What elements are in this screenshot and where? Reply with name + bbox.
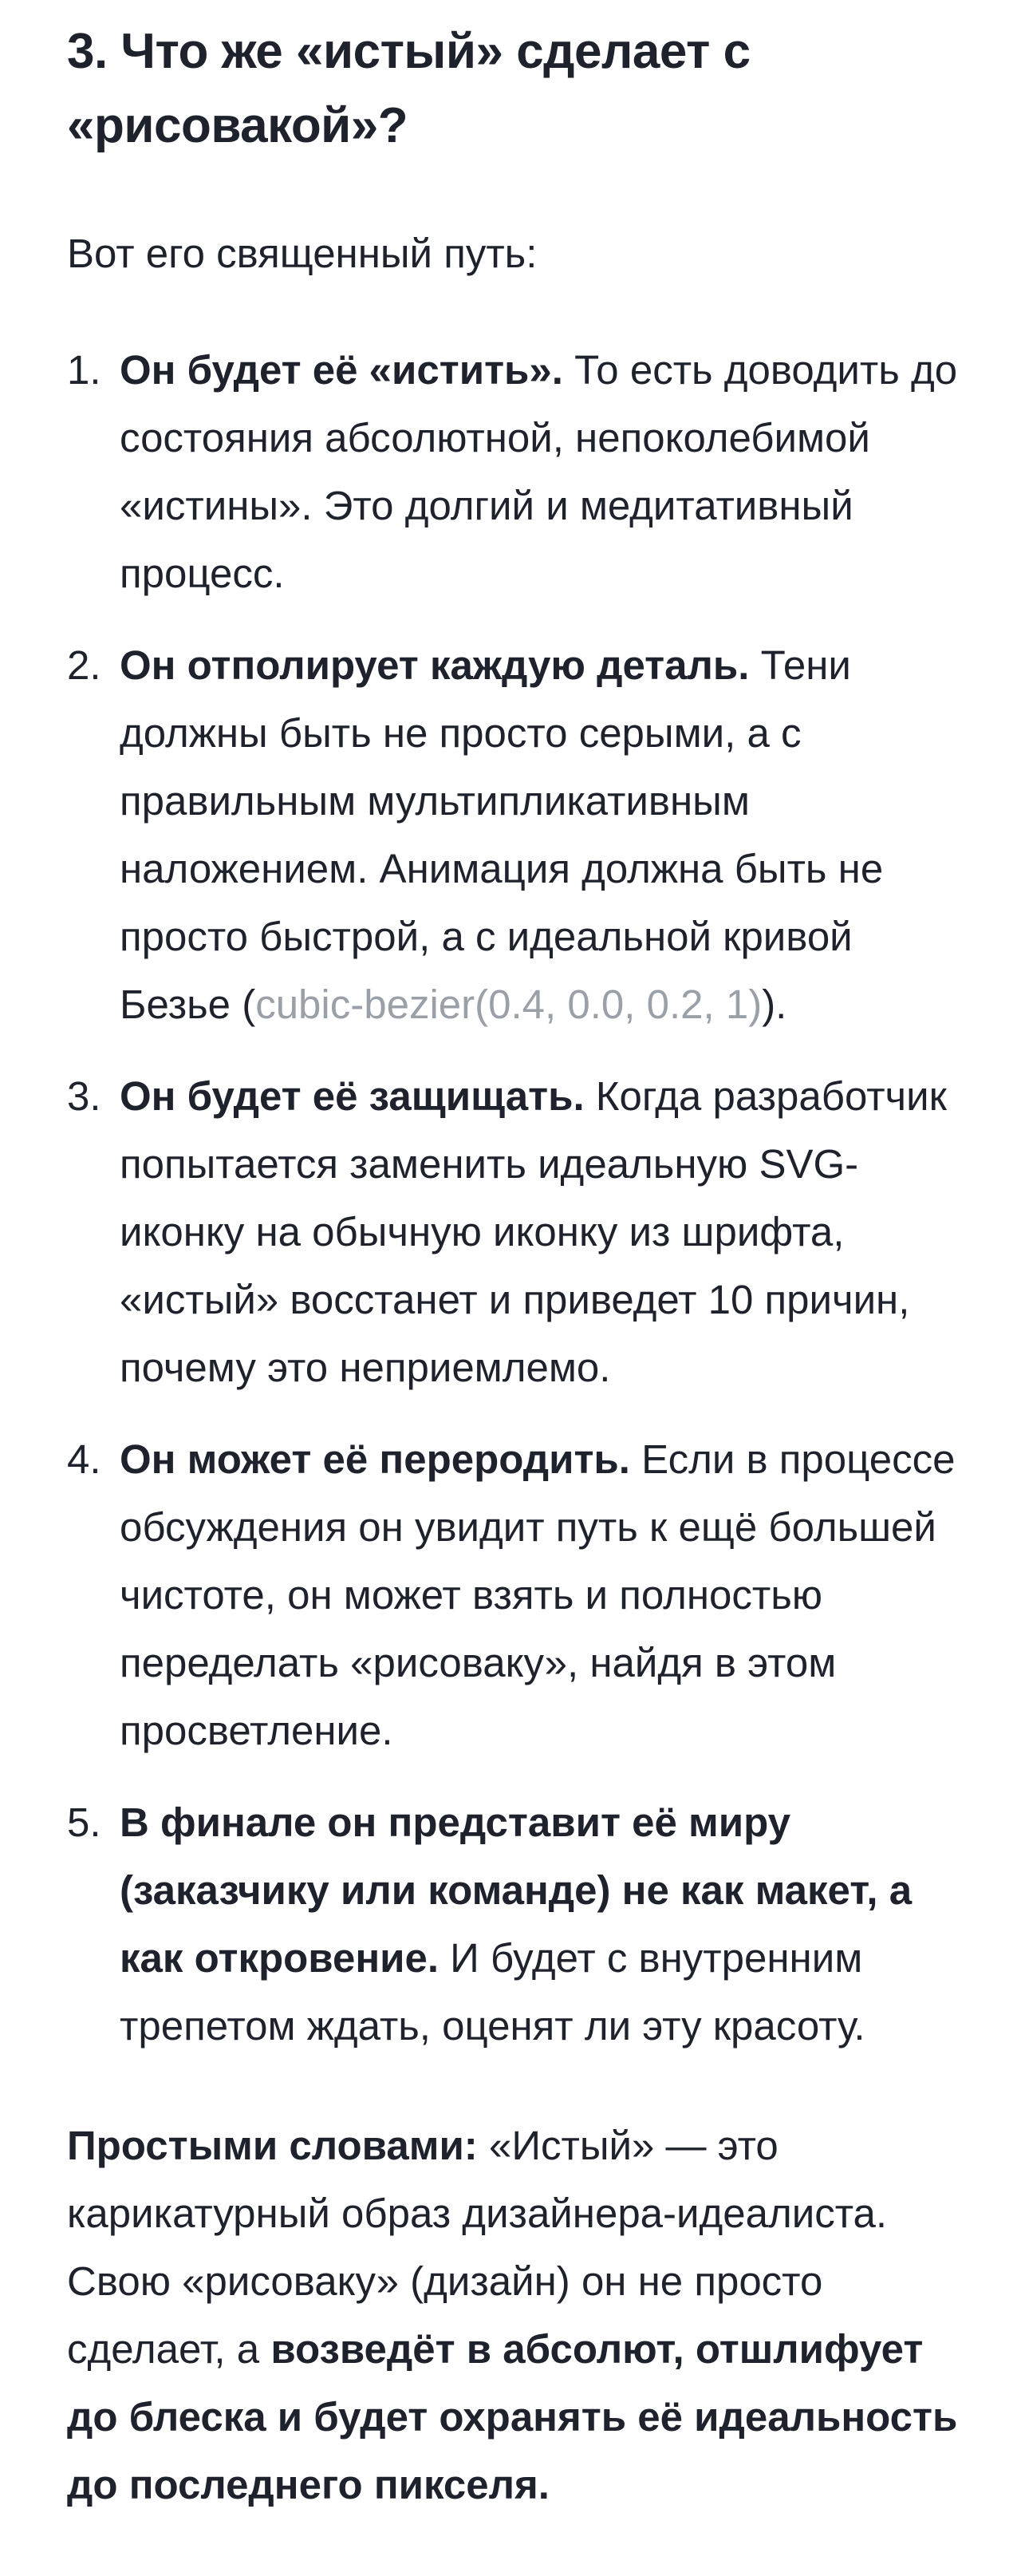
section-heading-text: 3. Что же «истый» сделает с «рисовакой»? bbox=[67, 24, 751, 153]
list-item-2-text-after-code: ). bbox=[762, 982, 787, 1027]
list-item-4-bold-lead: Он может её переродить. bbox=[120, 1436, 630, 1482]
sacred-path-list bbox=[67, 336, 959, 2060]
list-item-5-text: И будет с внутренним трепетом ждать, оценят ли эту красоту. bbox=[120, 1935, 865, 2049]
list-item-5 bbox=[120, 1788, 959, 2060]
intro-paragraph bbox=[67, 219, 959, 287]
list-item-3 bbox=[120, 1062, 959, 1401]
list-item-1-text: То есть доводить до состояния абсолютной, непоколебимой «истины». Это долгий и медитативный процесс. bbox=[120, 347, 958, 596]
list-item-1-bold-lead: Он будет её «истить». bbox=[120, 347, 563, 393]
list-item-2-bold-lead: Он отполирует каждую деталь. bbox=[120, 642, 750, 688]
summary-text: «Истый» — это карикатурный образ дизайнера-идеалиста. Свою «рисоваку» (дизайн) он не просто сделает, а bbox=[67, 2123, 888, 2372]
summary-paragraph bbox=[67, 2112, 959, 2519]
list-item-1 bbox=[120, 336, 959, 607]
list-item-2 bbox=[120, 631, 959, 1038]
list-item-5-bold-lead: В финале он представит её миру (заказчику или команде) не как макет, а как откровение. bbox=[120, 1800, 913, 1981]
list-item-4 bbox=[120, 1425, 959, 1764]
list-item-4-text: Если в процессе обсуждения он увидит путь к ещё большей чистоте, он может взять и полностью переделать «рисоваку», найдя в этом просветление. bbox=[120, 1436, 956, 1753]
inline-code-cubic-bezier: cubic-bezier(0.4, 0.0, 0.2, 1) bbox=[255, 982, 763, 1027]
intro-text: Вот его священный путь: bbox=[67, 231, 538, 276]
list-item-2-text: Тени должны быть не просто серыми, а с правильным мультипликативным наложением. Анимация должна быть не просто быстрой, а с идеальной кривой Безье ( bbox=[120, 642, 884, 1027]
list-item-3-bold-lead: Он будет её защищать. bbox=[120, 1073, 585, 1119]
summary-bold-tail: возведёт в абсолют, отшлифует до блеска и будет охранять её идеальность до последнего пикселя. bbox=[67, 2326, 958, 2507]
summary-bold-lead: Простыми словами: bbox=[67, 2123, 478, 2168]
section-heading bbox=[67, 14, 959, 163]
list-item-3-text: Когда разработчик попытается заменить идеальную SVG-иконку на обычную иконку из шрифта, «истый» восстанет и приведет 10 причин, почему это неприемлемо. bbox=[120, 1073, 947, 1390]
